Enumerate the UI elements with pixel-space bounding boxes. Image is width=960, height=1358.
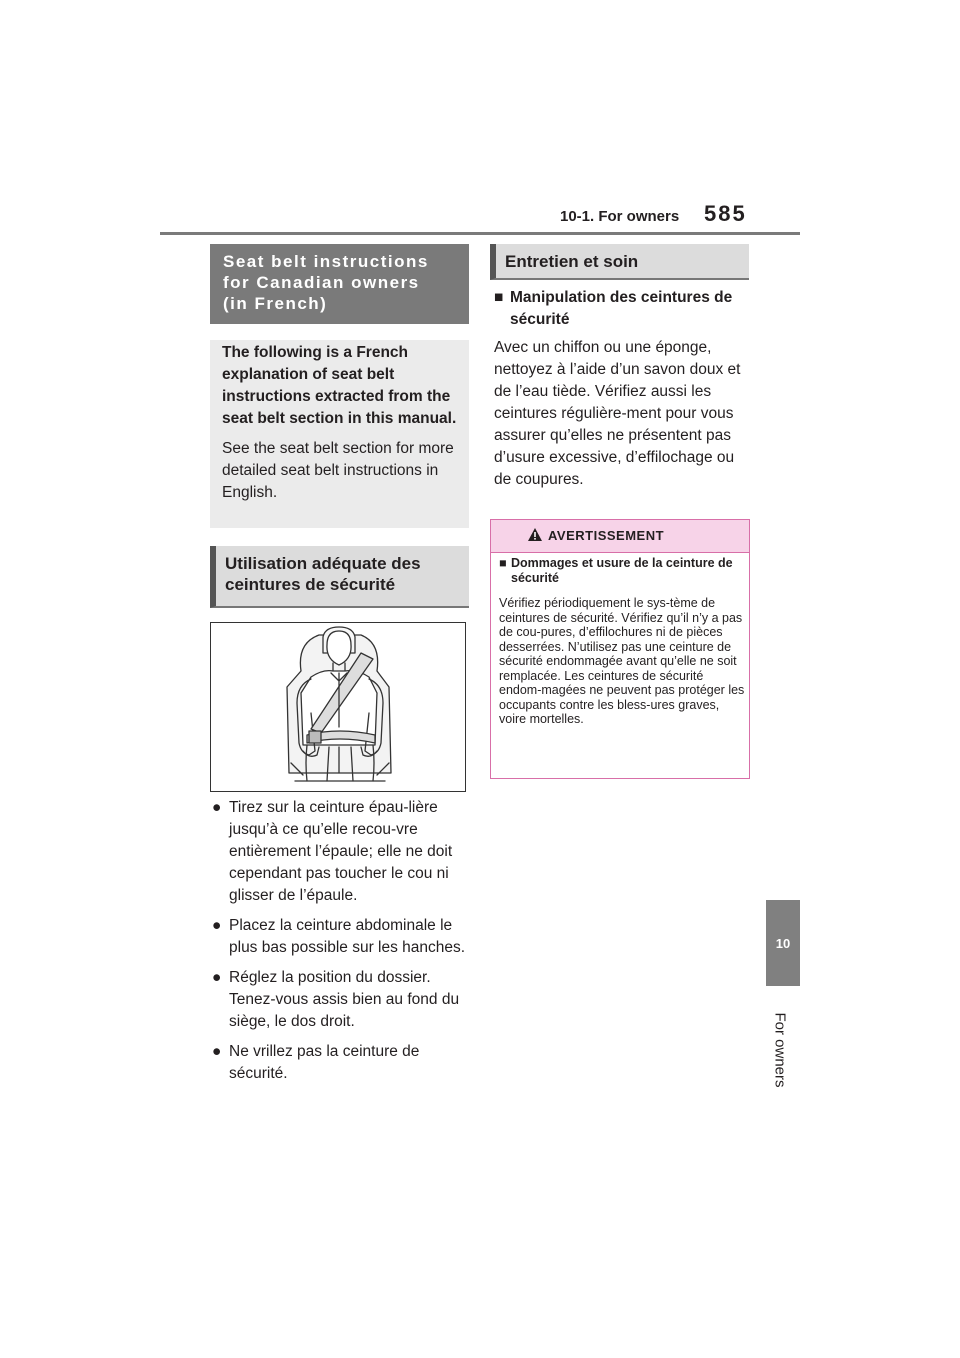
warning-title: AVERTISSEMENT — [548, 528, 665, 543]
maintenance-subhead-text: Manipulation des ceintures de sécurité — [510, 289, 733, 328]
list-item — [210, 1041, 472, 1085]
warning-header — [491, 520, 749, 553]
warning-body: Vérifiez périodiquement le sys-tème de ceintures de sécurité. Vérifiez qu’il n’y a pas de cou-pures, d’effilochures ni de pièces desserrées. N’utilisez pas une ceinture de sécurité endommagée avant qu’elle ne soit remplacée. Les ceintures de sécurité endom-magées ne peuvent pas protéger les occupants contre les bless-ures graves, voire mortelles. — [499, 596, 745, 726]
warning-subhead-text: Dommages et usure de la ceinture de sécurité — [511, 556, 733, 585]
bullet-icon: ● — [212, 1043, 222, 1060]
section-heading-usage: Utilisation adéquate des ceintures de sécurité — [210, 546, 469, 608]
intro-box — [210, 340, 469, 528]
list-item — [210, 967, 472, 1033]
section-heading-canadian: Seat belt instructions for Canadian owners (in French) — [210, 244, 469, 324]
bullet-icon: ● — [212, 917, 222, 934]
seated-person-illustration — [210, 622, 466, 792]
warning-subhead — [499, 556, 739, 585]
chapter-tab-label — [765, 1000, 795, 1100]
section-title: 10-1. For owners — [560, 208, 680, 225]
chapter-tab-number: 10 — [766, 900, 800, 986]
list-item — [210, 797, 472, 907]
section-heading-maintenance: Entretien et soin — [490, 244, 749, 280]
chapter-tab-label-text: For owners — [771, 1012, 789, 1088]
maintenance-subhead — [494, 287, 752, 331]
list-item — [210, 915, 472, 959]
list-item-text: Réglez la position du dossier. Tenez-vous assis bien au fond du siège, le dos droit. — [229, 969, 460, 1030]
bullet-icon: ● — [212, 799, 222, 816]
page-number: 585 — [704, 201, 747, 226]
square-bullet-icon: ■ — [494, 289, 504, 306]
square-bullet-icon: ■ — [499, 556, 507, 570]
maintenance-body: Avec un chiffon ou une éponge, nettoyez à l’aide d’un savon doux et de l’eau tiède. Vérifiez aussi les ceintures régulière-ment pour vous assurer qu’elles ne présentent pas d’usure excessive, d’effilochage ou de coupures. — [494, 339, 741, 488]
bullet-list — [210, 797, 472, 1093]
list-item-text: Tirez sur la ceinture épau-lière jusqu’à ce qu’elle recou-vre entièrement l’épaule; elle ne doit cependant pas toucher le cou ni glisser de l’épaule. — [229, 799, 453, 904]
intro-bold-text: The following is a French explanation of seat belt instructions extracted from the seat belt section in this manual. — [222, 344, 457, 427]
seat-belt-figure-icon — [211, 623, 465, 791]
bullet-icon: ● — [212, 969, 222, 986]
intro-normal-text: See the seat belt section for more detailed seat belt instructions in English. — [222, 440, 454, 501]
header-rule — [160, 232, 800, 235]
list-item-text: Placez la ceinture abdominale le plus bas possible sur les hanches. — [229, 917, 466, 956]
warning-box — [490, 519, 750, 779]
warning-triangle-icon — [527, 527, 543, 542]
list-item-text: Ne vrillez pas la ceinture de sécurité. — [229, 1043, 420, 1082]
